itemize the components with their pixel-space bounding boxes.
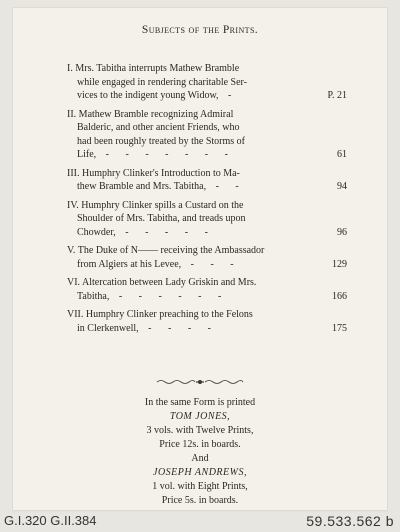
entry-line: in Clerkenwell,	[77, 322, 139, 334]
catalog-mark-left: G.I.320 G.II.384	[4, 513, 97, 528]
entry-number: VII.	[67, 309, 84, 320]
entry-page: P. 21	[327, 90, 347, 101]
notice-price: Price 5s. in boards.	[161, 495, 239, 506]
catalog-mark-right: 59.533.562 b	[306, 513, 394, 529]
entry-line: while engaged in rendering charitable Ser-	[77, 76, 248, 88]
list-item: V. The Duke of N—— receiving the Ambassador from Algiers at his Levee, - - - 129	[67, 245, 347, 270]
entry-page: 94	[337, 181, 347, 192]
notice-title-joseph-andrews: JOSEPH ANDREWS,	[153, 467, 247, 478]
entry-line: Chowder,	[77, 226, 116, 238]
publisher-notice	[13, 396, 387, 508]
entry-line: vices to the indigent young Widow,	[77, 90, 219, 101]
entry-page: 129	[332, 258, 347, 270]
entry-line: The Duke of N—— receiving the Ambassador	[77, 245, 265, 256]
entry-number: III.	[67, 167, 80, 179]
entry-line: Shoulder of Mrs. Tabitha, and treads upon	[77, 213, 246, 224]
entry-number: V.	[67, 245, 76, 256]
entry-page: 61	[337, 149, 347, 160]
list-item: III. Humphry Clinker's Introduction to Ma- thew Bramble and Mrs. Tabitha, - - 94	[67, 167, 347, 192]
entry-page: 166	[332, 290, 347, 302]
entry-line: Tabitha,	[77, 290, 110, 302]
entry-page: 175	[332, 322, 347, 334]
entry-line: Humphry Clinker spills a Custard on the	[81, 199, 244, 211]
entry-number: I.	[67, 63, 73, 74]
list-item: I. Mrs. Tabitha interrupts Mathew Bramble while engaged in rendering charitable Ser- vices to the indigent young Widow, - P. 21	[67, 63, 347, 101]
list-item: IV. Humphry Clinker spills a Custard on the Shoulder of Mrs. Tabitha, and treads upon Chowder, - - - - - 96	[67, 199, 347, 238]
entry-line: from Algiers at his Levee,	[77, 258, 182, 270]
entry-line: Humphry Clinker preaching to the Felons	[85, 309, 253, 320]
flourish-icon	[155, 378, 245, 386]
entry-line: Life,	[77, 149, 97, 160]
notice-title-tom-jones: TOM JONES,	[169, 411, 231, 422]
entry-number: IV.	[67, 199, 79, 211]
entry-line: Mrs. Tabitha interrupts Mathew Bramble	[75, 63, 240, 74]
printed-page	[13, 8, 387, 510]
entry-line: Mathew Bramble recognizing Admiral	[78, 108, 234, 120]
notice-detail: 1 vol. with Eight Prints,	[152, 481, 248, 492]
entry-line: Humphry Clinker's Introduction to Ma-	[82, 167, 240, 179]
print-list	[67, 62, 347, 340]
notice-intro: In the same Form is printed	[144, 397, 256, 408]
entry-line: Balderic, and other ancient Friends, who	[77, 122, 240, 133]
entry-line: thew Bramble and Mrs. Tabitha,	[77, 181, 207, 192]
entry-page: 96	[337, 226, 347, 238]
page-title: Subjects of the Prints.	[141, 24, 259, 36]
entry-line: Altercation between Lady Griskin and Mrs.	[82, 277, 257, 288]
list-item: VI. Altercation between Lady Griskin and Mrs. Tabitha, - - - - - - 166	[67, 277, 347, 302]
entry-line: had been roughly treated by the Storms of	[77, 135, 246, 147]
notice-price: Price 12s. in boards.	[159, 439, 241, 450]
list-item: II. Mathew Bramble recognizing Admiral Balderic, and other ancient Friends, who had been roughly treated by the Storms of Life, - - - - - - - 61	[67, 108, 347, 160]
list-item: VII. Humphry Clinker preaching to the Felons in Clerkenwell, - - - - 175	[67, 309, 347, 334]
notice-and: And	[191, 453, 209, 464]
notice-detail: 3 vols. with Twelve Prints,	[146, 425, 254, 436]
entry-number: II.	[67, 108, 77, 120]
entry-number: VI.	[67, 277, 81, 288]
ornamental-divider	[13, 378, 387, 388]
